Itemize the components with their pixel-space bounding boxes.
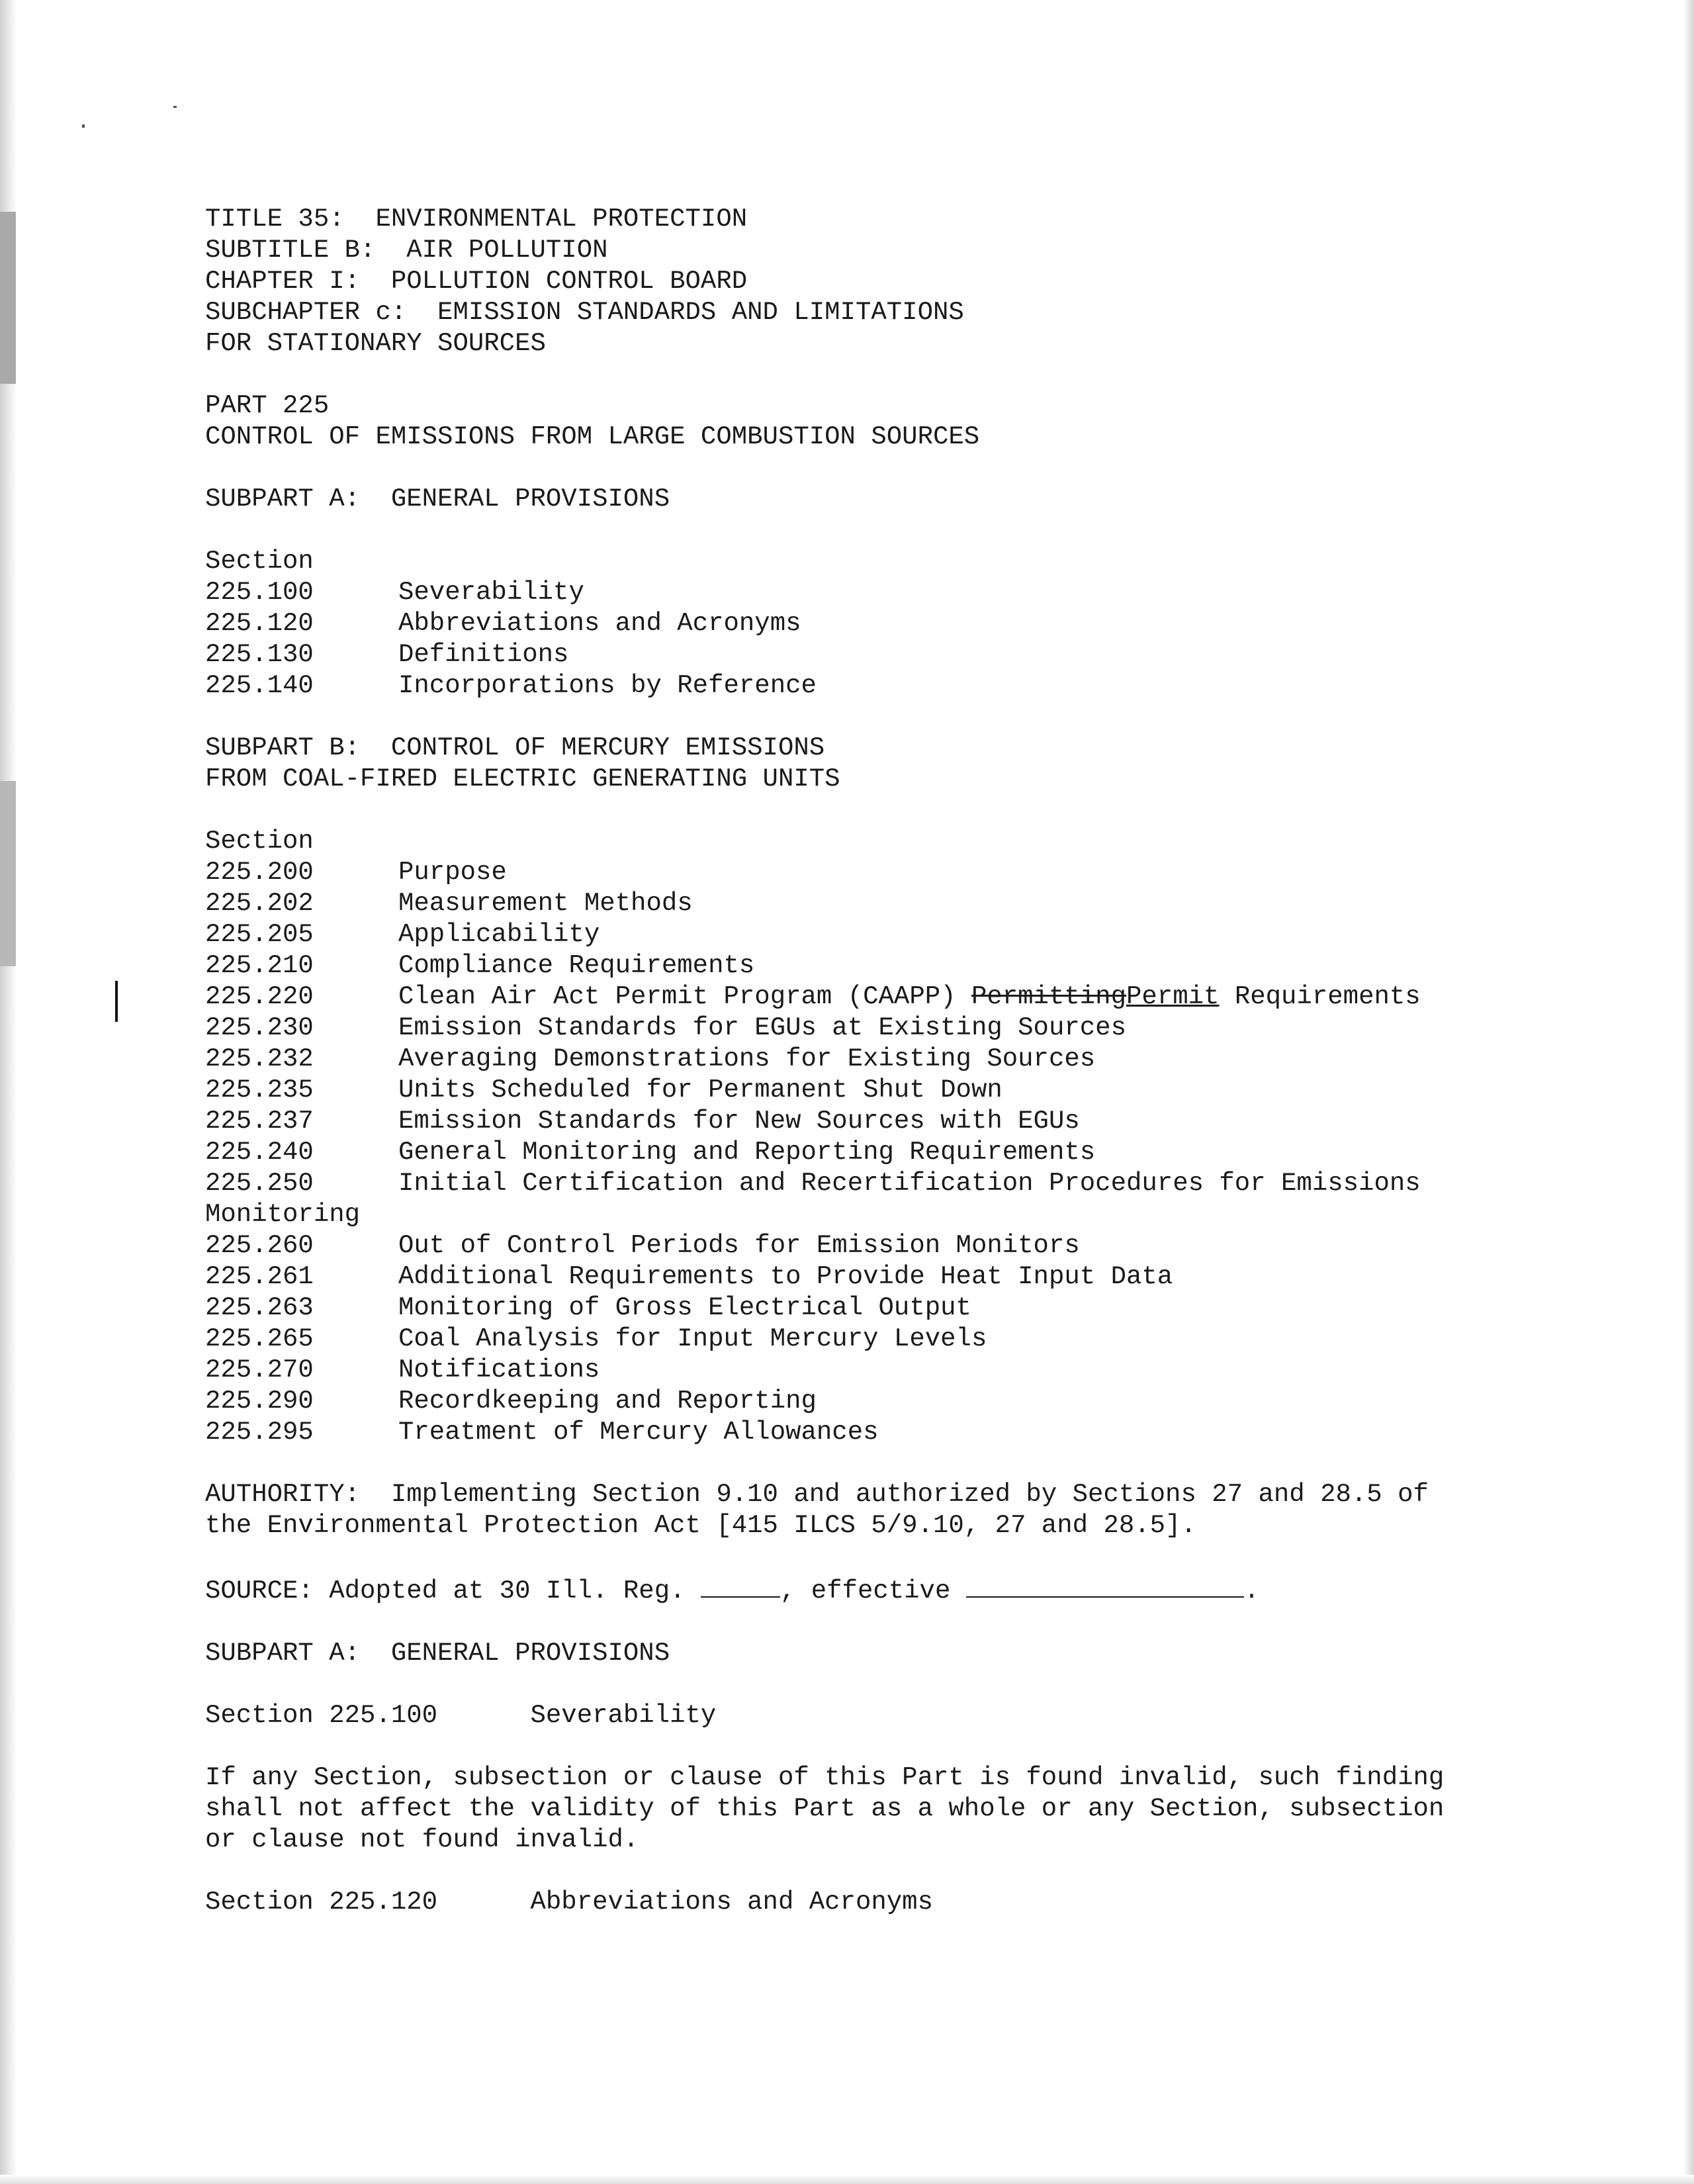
toc-entry [205, 888, 1542, 919]
toc-number: 225.265 [205, 1324, 314, 1353]
toc-entry [205, 1417, 1542, 1448]
toc-number: 225.100 [205, 578, 314, 607]
toc-title: Notifications [398, 1355, 600, 1385]
subtitle-line: SUBTITLE B: AIR POLLUTION [205, 236, 608, 265]
toc-number: 225.200 [205, 858, 314, 887]
toc-title-wrap: Monitoring [205, 1200, 361, 1229]
section-label: Section [205, 827, 314, 856]
toc-entry [205, 950, 1542, 981]
toc-title [398, 981, 1542, 1013]
source-suffix: . [1243, 1576, 1260, 1606]
toc-entry [205, 1230, 1542, 1261]
source-prefix: SOURCE: Adopted at 30 Ill. Reg. [205, 1576, 701, 1606]
toc-entry [205, 1168, 1542, 1199]
toc-number: 225.140 [205, 671, 314, 700]
section-label: Section [205, 547, 314, 576]
toc-entry [205, 1137, 1542, 1168]
toc-title: Recordkeeping and Reporting [398, 1387, 817, 1416]
toc-entry [205, 670, 1542, 702]
part-number: PART 225 [205, 391, 330, 420]
toc-number: 225.237 [205, 1107, 314, 1136]
toc-title: Coal Analysis for Input Mercury Levels [398, 1324, 987, 1353]
toc-entry-amended [205, 981, 1542, 1013]
toc-entry [205, 1044, 1542, 1075]
toc-title: Additional Requirements to Provide Heat Input Data [398, 1262, 1173, 1291]
register-blank [701, 1572, 780, 1598]
scan-speck [82, 124, 85, 128]
scan-shadow [0, 212, 16, 384]
toc-title-suffix: Requirements [1219, 982, 1421, 1011]
title-line: TITLE 35: ENVIRONMENTAL PROTECTION [205, 205, 748, 234]
scan-edge-right [1683, 0, 1694, 2184]
toc-number: 225.120 [205, 609, 314, 638]
toc-entry [205, 639, 1542, 670]
toc-number: 225.205 [205, 920, 314, 949]
subpart-b-heading-2: FROM COAL-FIRED ELECTRIC GENERATING UNITS [205, 764, 840, 794]
authority-line: AUTHORITY: Implementing Section 9.10 and authorized by Sections 27 and 28.5 of [205, 1480, 1429, 1509]
toc-number: 225.295 [205, 1418, 314, 1447]
toc-title: Initial Certification and Recertification Procedures for Emissions [398, 1169, 1421, 1198]
toc-title: Averaging Demonstrations for Existing Sources [398, 1044, 1096, 1073]
toc-number: 225.250 [205, 1169, 314, 1198]
toc-number: 225.263 [205, 1293, 314, 1322]
toc-number: 225.230 [205, 1013, 314, 1042]
toc-entry [205, 1013, 1542, 1044]
scan-speck [173, 106, 177, 108]
subpart-a-toc [205, 546, 1542, 702]
revision-change-bar [115, 981, 118, 1022]
body-subpart-a-heading: SUBPART A: GENERAL PROVISIONS [205, 1639, 670, 1668]
toc-number: 225.202 [205, 889, 314, 918]
toc-title: Definitions [398, 640, 569, 669]
toc-number: 225.232 [205, 1044, 314, 1073]
toc-number: 225.235 [205, 1075, 314, 1105]
toc-entry [205, 1106, 1542, 1137]
toc-entry [205, 1075, 1542, 1106]
toc-entry [205, 577, 1542, 608]
toc-entry [205, 919, 1542, 950]
subpart-b-toc [205, 826, 1542, 1448]
toc-title: Emission Standards for New Sources with EGUs [398, 1107, 1080, 1136]
subchapter-line-2: FOR STATIONARY SOURCES [205, 329, 546, 358]
document-page [205, 204, 1542, 1918]
toc-number: 225.260 [205, 1231, 314, 1260]
subpart-a-heading: SUBPART A: GENERAL PROVISIONS [205, 484, 670, 514]
toc-entry [205, 608, 1542, 639]
toc-title: Compliance Requirements [398, 951, 755, 980]
toc-title: Applicability [398, 920, 600, 949]
toc-entry [205, 1261, 1542, 1293]
toc-title: Incorporations by Reference [398, 671, 817, 700]
toc-title: Out of Control Periods for Emission Monitors [398, 1231, 1080, 1260]
toc-title: Severability [398, 578, 584, 607]
scan-shadow [0, 781, 16, 966]
toc-entry [205, 857, 1542, 888]
toc-title: Treatment of Mercury Allowances [398, 1418, 879, 1447]
toc-title-prefix: Clean Air Act Permit Program (CAAPP) [398, 982, 971, 1011]
effective-date-blank [966, 1572, 1244, 1598]
toc-title: Units Scheduled for Permanent Shut Down [398, 1075, 1003, 1105]
section-heading: Section 225.100 Severability [205, 1701, 717, 1730]
subpart-b-heading: SUBPART B: CONTROL OF MERCURY EMISSIONS [205, 733, 825, 762]
part-title: CONTROL OF EMISSIONS FROM LARGE COMBUSTION SOURCES [205, 422, 980, 451]
toc-number: 225.270 [205, 1355, 314, 1385]
source-note [205, 1572, 1542, 1607]
toc-entry [205, 1293, 1542, 1324]
toc-number: 225.130 [205, 640, 314, 669]
toc-number: 225.261 [205, 1262, 314, 1291]
toc-number: 225.220 [205, 982, 314, 1011]
scan-edge-bottom [0, 2175, 1694, 2184]
section-heading: Section 225.120 Abbreviations and Acronyms [205, 1888, 933, 1917]
inserted-text: Permit [1126, 982, 1220, 1011]
paragraph-line: shall not affect the validity of this Part as a whole or any Section, subsection [205, 1794, 1445, 1823]
subchapter-line: SUBCHAPTER c: EMISSION STANDARDS AND LIMITATIONS [205, 298, 964, 327]
toc-title: Abbreviations and Acronyms [398, 609, 801, 638]
toc-number: 225.240 [205, 1138, 314, 1167]
toc-entry [205, 1324, 1542, 1355]
toc-title: Monitoring of Gross Electrical Output [398, 1293, 971, 1322]
toc-title: Purpose [398, 858, 507, 887]
toc-number: 225.210 [205, 951, 314, 980]
toc-number: 225.290 [205, 1387, 314, 1416]
deleted-text: Permitting [971, 982, 1126, 1011]
toc-entry [205, 1386, 1542, 1417]
paragraph-line: If any Section, subsection or clause of this Part is found invalid, such finding [205, 1763, 1445, 1792]
paragraph-line: or clause not found invalid. [205, 1825, 639, 1854]
toc-entry [205, 1355, 1542, 1386]
toc-title: Measurement Methods [398, 889, 693, 918]
source-middle: , effective [780, 1576, 966, 1606]
toc-title: Emission Standards for EGUs at Existing Sources [398, 1013, 1126, 1042]
toc-title: General Monitoring and Reporting Requirements [398, 1138, 1096, 1167]
chapter-line: CHAPTER I: POLLUTION CONTROL BOARD [205, 267, 748, 296]
authority-line-2: the Environmental Protection Act [415 ILCS 5/9.10, 27 and 28.5]. [205, 1511, 1196, 1540]
